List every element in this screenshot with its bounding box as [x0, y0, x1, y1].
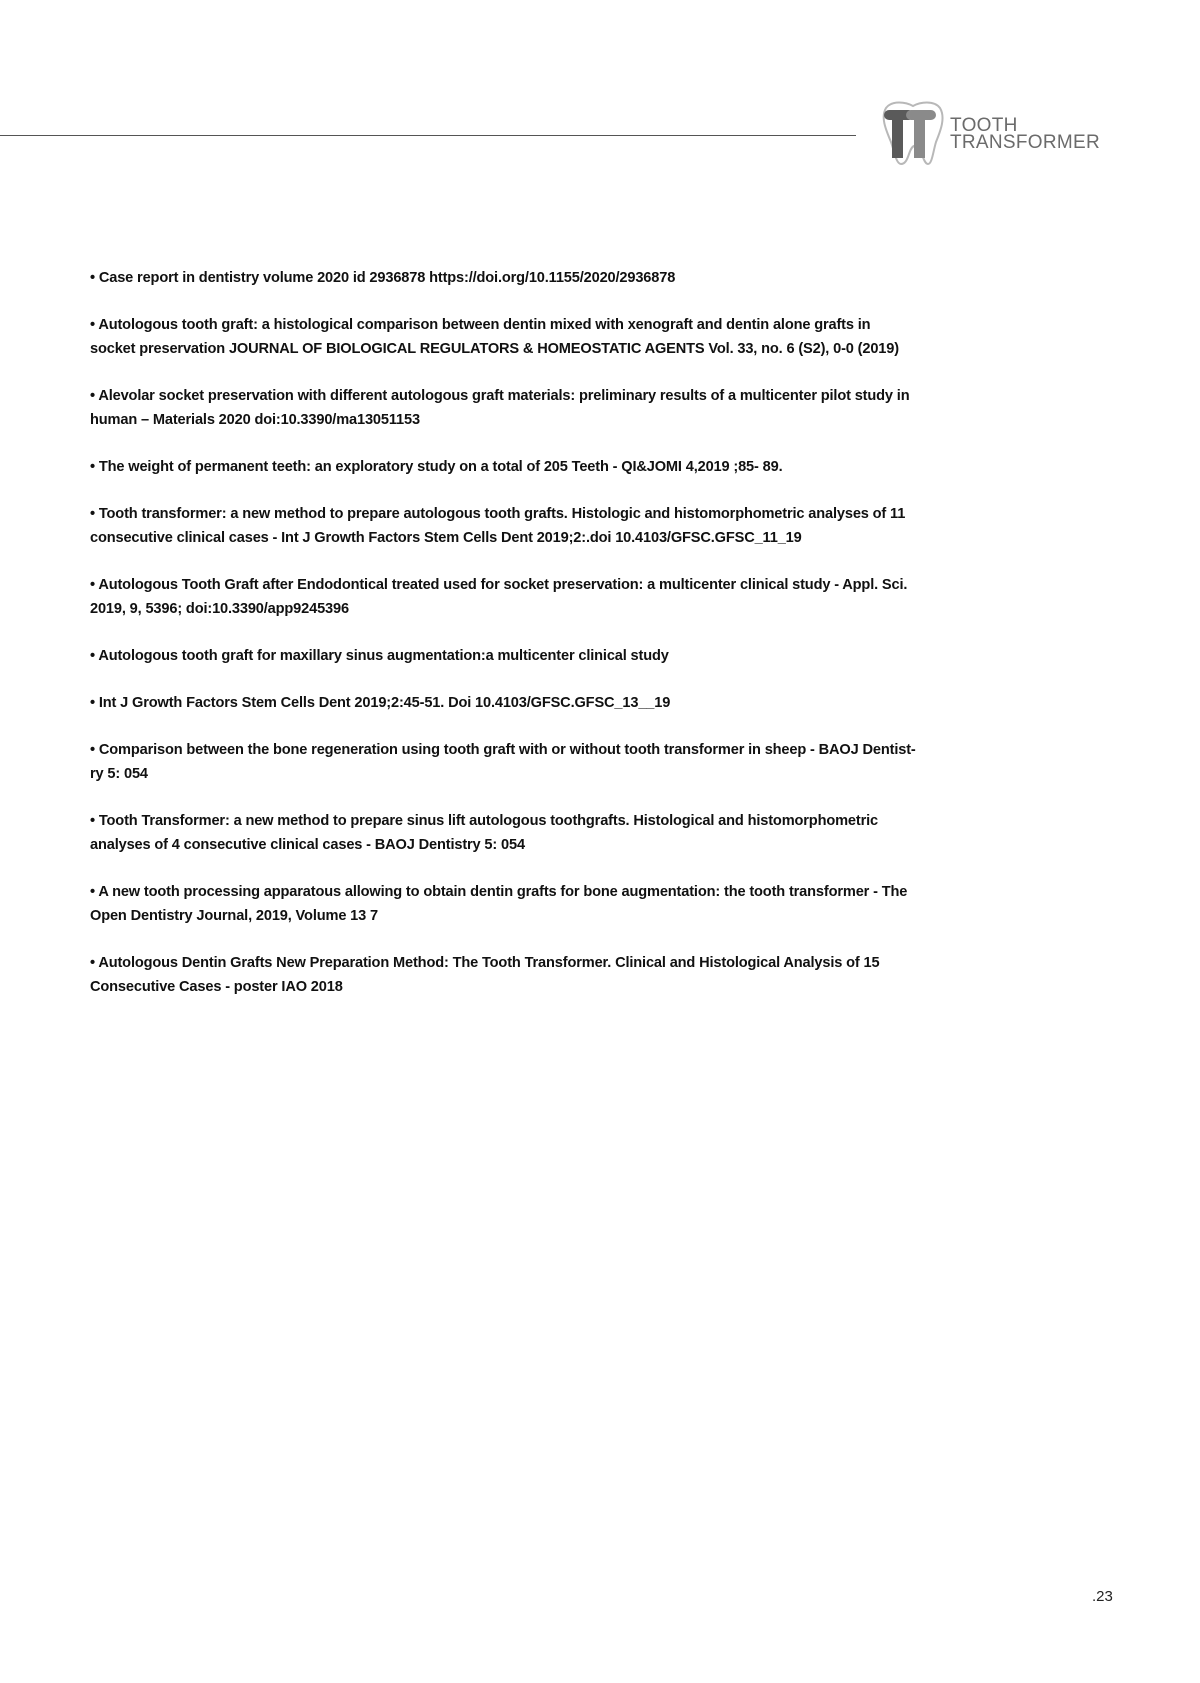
reference-line: consecutive clinical cases - Int J Growth Factors Stem Cells Dent 2019;2:.doi 10.4103/GFSC.GFSC_11_19 [90, 530, 802, 546]
reference-line: Open Dentistry Journal, 2019, Volume 13 7 [90, 908, 378, 924]
logo-text-line1: TOOTH [950, 115, 1018, 136]
reference-item [90, 384, 1130, 432]
logo-text-line2: TRANSFORMER [950, 132, 1101, 153]
reference-line: ry 5: 054 [90, 766, 148, 782]
reference-item [90, 644, 1130, 668]
reference-item [90, 266, 1130, 290]
reference-item [90, 573, 1130, 621]
reference-line: Consecutive Cases - poster IAO 2018 [90, 979, 343, 995]
reference-list [90, 266, 1130, 1022]
header-rule [0, 135, 856, 136]
reference-line: • Comparison between the bone regeneration using tooth graft with or without tooth transformer in sheep - BAOJ Dentist- [90, 742, 916, 758]
page-number: .23 [1092, 1588, 1113, 1605]
reference-item [90, 455, 1130, 479]
reference-line: • Int J Growth Factors Stem Cells Dent 2019;2:45-51. Doi 10.4103/GFSC.GFSC_13__19 [90, 695, 671, 711]
reference-item [90, 738, 1130, 786]
reference-item [90, 313, 1130, 361]
reference-line: analyses of 4 consecutive clinical cases - BAOJ Dentistry 5: 054 [90, 837, 525, 853]
tooth-transformer-logo [878, 98, 1133, 168]
reference-line: • A new tooth processing apparatous allowing to obtain dentin grafts for bone augmentation: the tooth transformer - The [90, 884, 908, 900]
reference-item [90, 880, 1130, 928]
reference-line: • The weight of permanent teeth: an exploratory study on a total of 205 Teeth - QI&JOMI 4,2019 ;85- 89. [90, 459, 783, 475]
reference-line: 2019, 9, 5396; doi:10.3390/app9245396 [90, 601, 349, 617]
reference-line: • Alevolar socket preservation with different autologous graft materials: preliminary results of a multicenter pilot study in [90, 388, 910, 404]
reference-line: • Tooth Transformer: a new method to prepare sinus lift autologous toothgrafts. Histological and histomorphometric [90, 813, 879, 829]
reference-item [90, 951, 1130, 999]
reference-line: socket preservation JOURNAL OF BIOLOGICAL REGULATORS & HOMEOSTATIC AGENTS Vol. 33, no. 6 (S2), 0-0 (2019) [90, 341, 899, 357]
tooth-logo-icon [878, 98, 948, 168]
reference-line: human – Materials 2020 doi:10.3390/ma13051153 [90, 412, 420, 428]
reference-item [90, 502, 1130, 550]
reference-line: • Autologous tooth graft: a histological comparison between dentin mixed with xenograft and dentin alone grafts in [90, 317, 871, 333]
reference-line: • Autologous Dentin Grafts New Preparation Method: The Tooth Transformer. Clinical and Histological Analysis of 15 [90, 955, 880, 971]
reference-line: • Tooth transformer: a new method to prepare autologous tooth grafts. Histologic and histomorphometric analyses of 11 [90, 506, 906, 522]
reference-item [90, 809, 1130, 857]
reference-line: • Autologous tooth graft for maxillary sinus augmentation:a multicenter clinical study [90, 648, 669, 664]
reference-line: • Autologous Tooth Graft after Endodontical treated used for socket preservation: a multicenter clinical study - Appl. Sci. [90, 577, 908, 593]
reference-item [90, 691, 1130, 715]
reference-line: • Case report in dentistry volume 2020 id 2936878 https://doi.org/10.1155/2020/2936878 [90, 270, 676, 286]
